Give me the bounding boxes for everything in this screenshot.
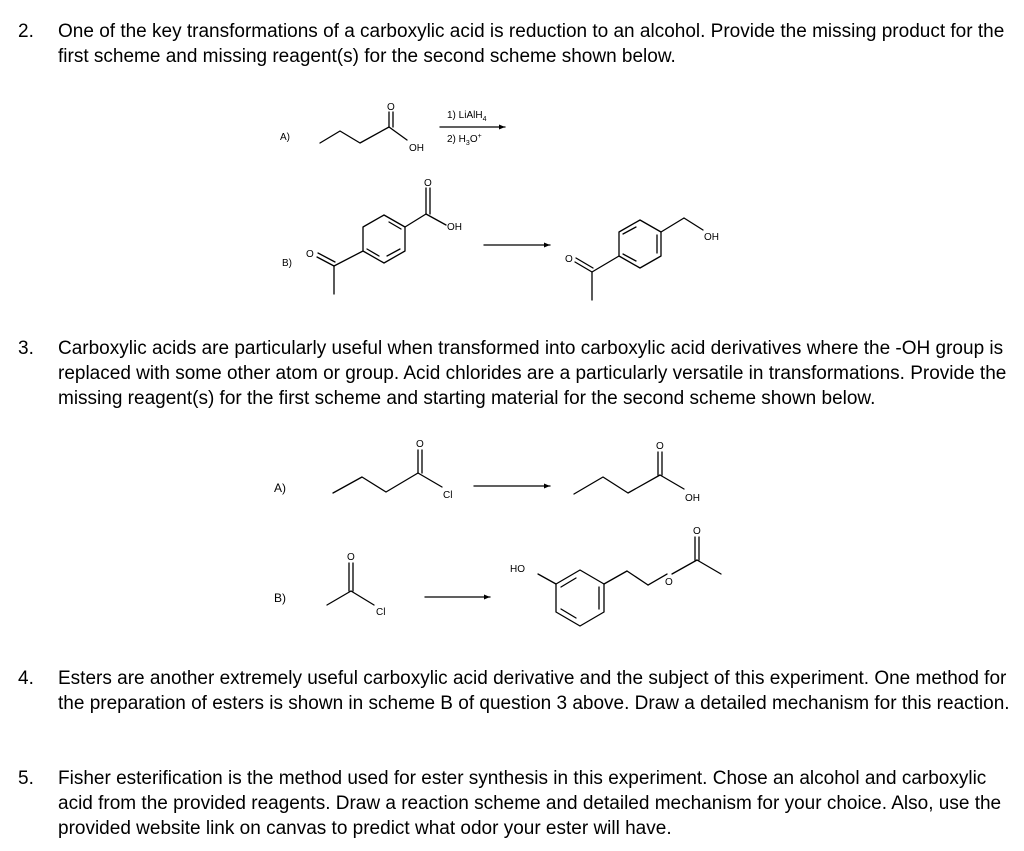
q2a-carbonyl-o: O [387, 102, 395, 113]
question-text: Esters are another extremely useful carboxylic acid derivative and the subject of this experiment. One method for the preparation of esters is shown in scheme B of question 3 above. Draw a detailed mechanism for this reaction. [58, 668, 1010, 714]
q3b-chloride-cl: Cl [376, 607, 386, 618]
q3b-label: B) [274, 591, 286, 605]
q2a-hydroxyl: OH [409, 143, 424, 154]
q2b-reactant [317, 188, 446, 294]
q3b-ester-product [538, 537, 721, 626]
question-text: Carboxylic acids are particularly useful when transformed into carboxylic acid derivatives where the -OH group is replaced with some other atom or group. Acid chlorides are a particularly versatile in transformations. Provide the missing reagent(s) for the first scheme and starting material for the second scheme shown below. [58, 338, 1007, 409]
q3a-label: A) [274, 481, 286, 495]
q3b-product-carbonyl-o: O [693, 526, 701, 537]
q2b-label: B) [282, 258, 292, 269]
q2b-product-ketone-o: O [565, 254, 573, 265]
q2b-reactant-oh: OH [447, 222, 462, 233]
question-text: One of the key transformations of a carboxylic acid is reduction to an alcohol. Provide the missing product for the first scheme and missing reagent(s) for the second scheme shown below. [58, 21, 1005, 67]
q2b-product [575, 218, 703, 300]
q3a-acid-chloride [333, 450, 442, 493]
q2a-label: A) [280, 132, 290, 143]
q2a-reagent-2: 2) $H_3O^+$ [447, 133, 482, 147]
question-number: 3. [18, 338, 34, 359]
q3b-acetyl-chloride [327, 563, 374, 605]
q3a-acid-oh: OH [685, 493, 700, 504]
q2a-reagent-1: 1) LiAlH$_4$ [447, 110, 487, 123]
q3b-chloride-o: O [347, 552, 355, 563]
q2b-reactant-acid-o: O [424, 178, 432, 189]
q2b-reactant-ketone-o: O [306, 249, 314, 260]
q3a-chloride-cl: Cl [443, 490, 453, 501]
question-number: 4. [18, 668, 34, 689]
question-number: 5. [18, 768, 34, 789]
question-number: 2. [18, 21, 34, 42]
q3a-carboxylic-acid [574, 452, 684, 494]
q3a-chloride-o: O [416, 439, 424, 450]
q3b-product-ester-o: O [665, 577, 673, 588]
q2a-starting-acid [320, 112, 407, 143]
q3a-acid-o: O [656, 441, 664, 452]
q3b-product-ho: HO [510, 564, 525, 575]
q2b-product-oh: OH [704, 232, 719, 243]
question-text: Fisher esterification is the method used for ester synthesis in this experiment. Chose an alcohol and carboxylic acid from the provided reagents. Draw a reaction scheme and detailed mechanism for your choice. Also, use the provided website link on canvas to predict what odor your ester will have. [58, 768, 1002, 839]
